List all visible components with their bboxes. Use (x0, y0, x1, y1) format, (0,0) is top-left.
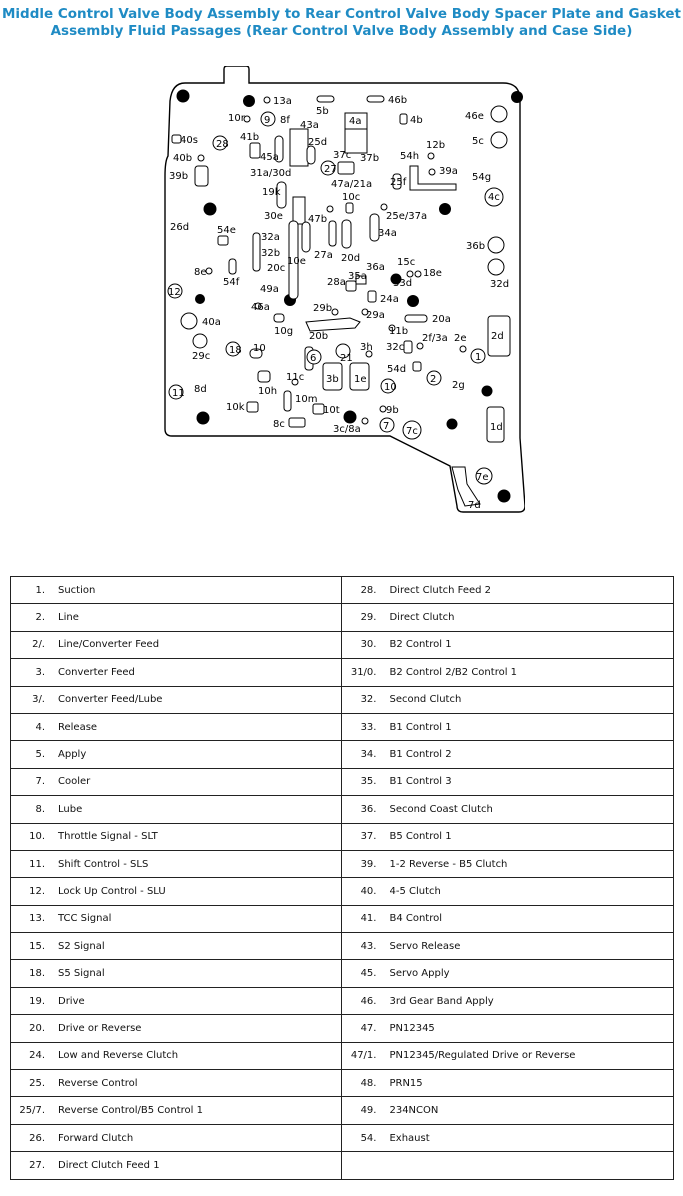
legend-number: 7. (35, 776, 45, 788)
legend-cell (11, 1152, 342, 1179)
legend-cell (342, 604, 674, 631)
legend-number: 5. (35, 749, 45, 761)
passage-label: 3b (326, 374, 339, 385)
bolt-hole (195, 294, 205, 304)
legend-row (11, 741, 674, 768)
legend-number: 1. (35, 584, 45, 596)
passage-label: 24a (380, 294, 399, 305)
legend-number: 15. (29, 940, 45, 952)
passage-label: 49a (260, 284, 279, 295)
legend-cell (11, 768, 342, 795)
passage-label: 32d (490, 279, 510, 290)
passage-label: 27 (324, 164, 337, 175)
passage-label: 13a (273, 96, 292, 107)
legend-number: 32. (360, 694, 377, 706)
legend-cell (11, 631, 342, 658)
passage-label: 10t (323, 405, 340, 416)
legend-number: 29. (360, 612, 377, 624)
passage-label: 2d (491, 331, 504, 342)
legend-number: 31/0. (350, 666, 377, 678)
legend-number: 48. (360, 1077, 377, 1089)
page-title (0, 6, 683, 40)
legend-description: B4 Control (389, 913, 443, 925)
legend-cell (11, 1015, 342, 1042)
legend-description: Second Coast Clutch (389, 803, 493, 815)
passage-label: 10k (226, 402, 245, 413)
passage-label: 32a (261, 232, 280, 243)
legend-cell (11, 933, 342, 960)
legend-description: Direct Clutch Feed 2 (389, 584, 492, 596)
legend-cell (342, 796, 674, 823)
legend-row (11, 850, 674, 877)
legend-description: Low and Reverse Clutch (58, 1050, 179, 1062)
legend-cell (11, 1097, 342, 1124)
passage-label: 20d (341, 253, 361, 264)
legend-description: 1-2 Reverse - B5 Clutch (389, 858, 508, 870)
legend-description: Throttle Signal - SLT (58, 831, 158, 843)
legend-cell (11, 796, 342, 823)
passage-label: 46b (388, 95, 408, 106)
passage-label: 45a (260, 152, 279, 163)
legend-cell (342, 1124, 674, 1151)
passage-label: 9b (386, 405, 399, 416)
passage-label: 11 (172, 388, 185, 399)
legend-cell (11, 823, 342, 850)
legend-description: B1 Control 3 (389, 776, 452, 788)
legend-row (11, 1124, 674, 1151)
legend-number: 11. (29, 858, 45, 870)
passage-label: 40a (202, 317, 221, 328)
passage-label: 25d (308, 137, 328, 148)
legend-cell (342, 631, 674, 658)
legend-cell (11, 686, 342, 713)
legend-number: 33. (360, 721, 377, 733)
passage-label: 11c (286, 372, 305, 383)
legend-number: 3/. (32, 694, 45, 706)
passage-label: 1 (475, 352, 482, 363)
legend-description: Converter Feed (58, 666, 135, 678)
legend-cell (11, 960, 342, 987)
legend-description: 234NCON (389, 1105, 439, 1117)
passage-label: 41b (240, 132, 260, 143)
legend-number: 10. (29, 831, 45, 843)
passage-label: 29a (366, 310, 385, 321)
legend-row (11, 1015, 674, 1042)
passage-label: 40s (180, 135, 198, 146)
passage-label: 2e (454, 333, 467, 344)
legend-description: Converter Feed/Lube (58, 694, 163, 706)
legend-description: S5 Signal (58, 968, 105, 980)
legend-description: Servo Release (389, 940, 461, 952)
spacer-plate-diagram (160, 66, 525, 526)
legend-number: 34. (360, 749, 377, 761)
legend-number: 43. (360, 940, 377, 952)
legend-number: 26. (29, 1132, 45, 1144)
legend-description: PN12345/Regulated Drive or Reverse (389, 1050, 576, 1062)
legend-description: Drive or Reverse (58, 1022, 142, 1034)
passage-label: 37b (360, 153, 380, 164)
passage-label: 6 (310, 353, 317, 364)
passage-label: 10c (342, 192, 361, 203)
legend-row (11, 604, 674, 631)
legend-number: 24. (29, 1050, 45, 1062)
legend-row (11, 713, 674, 740)
legend-row (11, 1152, 674, 1179)
passage-label: 31a/30d (250, 168, 292, 179)
legend-number: 12. (29, 885, 45, 897)
legend-description: Drive (58, 995, 85, 1007)
passage-label: 25e/37a (386, 211, 428, 222)
passage-label: 29b (313, 303, 333, 314)
legend-number: 35. (360, 776, 377, 788)
legend-cell (11, 850, 342, 877)
passage-label: 1e (354, 374, 367, 385)
legend-cell (342, 1042, 674, 1069)
legend-cell (11, 878, 342, 905)
passage-label: 10r (228, 113, 245, 124)
bolt-hole (482, 386, 493, 397)
legend-cell (342, 1152, 674, 1179)
legend-cell (342, 577, 674, 604)
legend-number: 39. (360, 858, 377, 870)
legend-cell (342, 1015, 674, 1042)
passage-label: 2f/3a (422, 333, 448, 344)
legend-cell (342, 1097, 674, 1124)
passage-label: 8d (194, 384, 207, 395)
passage-label: 5c (472, 136, 484, 147)
legend-description: Apply (58, 749, 87, 761)
legend-row (11, 1042, 674, 1069)
legend-number: 47/1. (350, 1050, 377, 1062)
passage-label: 36b (466, 241, 486, 252)
legend-description: Shift Control - SLS (58, 858, 149, 870)
passage-label: 7c (406, 426, 418, 437)
legend-row (11, 631, 674, 658)
bolt-hole (407, 295, 419, 307)
legend-row (11, 1097, 674, 1124)
bolt-hole (498, 490, 511, 503)
legend-description: Exhaust (389, 1132, 430, 1144)
legend-cell (342, 1070, 674, 1097)
passage-label: 32c (386, 342, 405, 353)
legend-description: 3rd Gear Band Apply (389, 995, 494, 1007)
passage-label: 54g (472, 172, 492, 183)
legend-number: 19. (29, 995, 45, 1007)
legend-cell (11, 1042, 342, 1069)
legend-cell (11, 741, 342, 768)
passage-label: 1d (490, 422, 503, 433)
legend-row (11, 796, 674, 823)
passage-label: 18 (229, 345, 242, 356)
bolt-hole (447, 419, 458, 430)
passage-label: 9 (264, 115, 271, 126)
passage-label: 15c (397, 257, 416, 268)
legend-description: PN12345 (389, 1022, 435, 1034)
legend-description: Cooler (58, 776, 91, 788)
passage-label: 7 (383, 421, 390, 432)
legend-number: 4. (35, 721, 45, 733)
passage-label: 19k (262, 187, 281, 198)
legend-description: B2 Control 2/B2 Control 1 (389, 666, 518, 678)
legend-row (11, 686, 674, 713)
passage-label: 54h (400, 151, 420, 162)
legend-description: Reverse Control (58, 1077, 138, 1089)
legend-description: Direct Clutch Feed 1 (58, 1159, 160, 1171)
legend-cell (11, 659, 342, 686)
legend-cell (11, 604, 342, 631)
passage-label: 18e (423, 268, 442, 279)
passage-label: 10 (253, 343, 266, 354)
legend-description: B2 Control 1 (389, 639, 452, 651)
passage-label: 5b (316, 106, 329, 117)
passage-label: 54e (217, 225, 236, 236)
passage-label: 33d (393, 278, 413, 289)
passage-label: 3h (360, 342, 373, 353)
legend-description: Line/Converter Feed (58, 639, 160, 651)
legend-row (11, 878, 674, 905)
bolt-hole (243, 95, 255, 107)
legend-description: Line (58, 612, 79, 624)
legend-row (11, 905, 674, 932)
legend-number: 49. (360, 1105, 377, 1117)
legend-row (11, 987, 674, 1014)
legend-cell (11, 713, 342, 740)
passage-label: 12b (426, 140, 446, 151)
legend-number: 47. (360, 1022, 377, 1034)
legend-description: Suction (58, 584, 96, 596)
passage-label: 46e (465, 111, 484, 122)
passage-label: 20b (309, 331, 329, 342)
passage-label: 54d (387, 364, 407, 375)
passage-label: 28a (327, 277, 346, 288)
passage-label: 46a (251, 302, 270, 313)
legend-number: 20. (29, 1022, 45, 1034)
passage-label: 25f (390, 177, 407, 188)
legend-number: 41. (360, 913, 377, 925)
passage-label: 26d (170, 222, 190, 233)
legend-cell (11, 1070, 342, 1097)
passage-label: 32b (261, 248, 281, 259)
legend-cell (342, 960, 674, 987)
legend-number: 37. (360, 831, 377, 843)
passage-label: 47a/21a (331, 179, 373, 190)
passage-label: 2g (452, 380, 465, 391)
legend-table (10, 576, 674, 1180)
legend-cell (342, 987, 674, 1014)
legend-description: Servo Apply (389, 968, 450, 980)
passage-label: 10m (295, 394, 318, 405)
legend-number: 8. (35, 803, 45, 815)
passage-label: 39b (169, 171, 189, 182)
passage-label: 11b (389, 326, 409, 337)
legend-number: 2. (35, 612, 45, 624)
title-line-2: Assembly Fluid Passages (Rear Control Valve Body Assembly and Case Side) (50, 23, 633, 39)
legend-number: 28. (360, 584, 377, 596)
passage-label: 28 (216, 139, 229, 150)
legend-description: 4-5 Clutch (389, 885, 441, 897)
passage-label: 10h (258, 386, 278, 397)
legend-row (11, 768, 674, 795)
legend-number: 25. (29, 1077, 45, 1089)
passage-label: 35a (348, 271, 367, 282)
passage-label: 47b (308, 214, 328, 225)
legend-cell (11, 1124, 342, 1151)
legend-number: 45. (360, 968, 377, 980)
passage-label: 10 (384, 382, 397, 393)
legend-number: 36. (360, 803, 377, 815)
passage-label: 10e (287, 256, 306, 267)
legend-row (11, 577, 674, 604)
legend-description: S2 Signal (58, 940, 105, 952)
legend-number: 3. (35, 666, 45, 678)
bolt-hole (439, 203, 451, 215)
passage-label: 37c (333, 150, 352, 161)
passage-label: 40b (173, 153, 193, 164)
legend-number: 13. (29, 913, 45, 925)
legend-description: PRN15 (389, 1077, 423, 1089)
legend-cell (11, 987, 342, 1014)
legend-number: 27. (29, 1159, 45, 1171)
legend-number: 46. (360, 995, 377, 1007)
passage-label: 7e (476, 472, 489, 483)
passage-label: 4b (410, 115, 423, 126)
passage-label: 4a (349, 116, 362, 127)
legend-description: B1 Control 1 (389, 721, 452, 733)
passage-label: 27a (314, 250, 333, 261)
passage-label: 43a (300, 120, 319, 131)
legend-description: B1 Control 2 (389, 749, 452, 761)
passage-label: 12 (168, 287, 181, 298)
legend-cell (342, 686, 674, 713)
legend-cell (342, 905, 674, 932)
legend-cell (342, 823, 674, 850)
legend-number: 30. (360, 639, 377, 651)
legend-cell (11, 577, 342, 604)
legend-cell (342, 850, 674, 877)
passage-label: 34a (378, 228, 397, 239)
legend-cell (342, 741, 674, 768)
legend-number: 2/. (32, 639, 45, 651)
passage-label: 8e (194, 267, 207, 278)
legend-description: TCC Signal (58, 913, 112, 925)
passage-label: 8f (280, 115, 290, 126)
legend-row (11, 1070, 674, 1097)
legend-number: 40. (360, 885, 377, 897)
bolt-hole (177, 90, 190, 103)
legend-description: Reverse Control/B5 Control 1 (58, 1105, 203, 1117)
legend-cell (342, 933, 674, 960)
bolt-hole (511, 91, 523, 103)
legend-row (11, 659, 674, 686)
legend-row (11, 823, 674, 850)
legend-row (11, 960, 674, 987)
legend-cell (342, 713, 674, 740)
passage-label: 54f (223, 277, 240, 288)
title-line-1: Middle Control Valve Body Assembly to Rear Control Valve Body Spacer Plate and Gasket (1, 6, 681, 22)
bolt-hole (344, 411, 357, 424)
passage-label: 2 (430, 374, 437, 385)
bolt-hole (204, 203, 217, 216)
legend-number: 54. (360, 1132, 377, 1144)
passage-label: 8c (273, 419, 285, 430)
legend-number: 18. (29, 968, 45, 980)
legend-row (11, 933, 674, 960)
passage-label: 21 (340, 353, 353, 364)
legend-cell (342, 768, 674, 795)
passage-label: 39a (439, 166, 458, 177)
legend-description: Lock Up Control - SLU (58, 885, 166, 897)
passage-label: 29c (192, 351, 211, 362)
legend-description: Second Clutch (389, 694, 462, 706)
legend-description: Lube (58, 803, 83, 815)
legend-number: 25/7. (19, 1105, 45, 1117)
passage-label: 4c (488, 192, 500, 203)
passage-label: 3c/8a (333, 424, 361, 435)
passage-label: 20a (432, 314, 451, 325)
legend-description: Release (58, 721, 98, 733)
passage-label: 20c (267, 263, 286, 274)
passage-label: 30e (264, 211, 283, 222)
passage-label: 10g (274, 326, 294, 337)
bolt-hole (197, 412, 210, 425)
passage-label: 36a (366, 262, 385, 273)
legend-description: Forward Clutch (58, 1132, 134, 1144)
passage-label: 7d (468, 500, 481, 511)
legend-description: Direct Clutch (389, 612, 455, 624)
legend-cell (342, 878, 674, 905)
legend-cell (342, 659, 674, 686)
legend-description: B5 Control 1 (389, 831, 452, 843)
legend-cell (11, 905, 342, 932)
